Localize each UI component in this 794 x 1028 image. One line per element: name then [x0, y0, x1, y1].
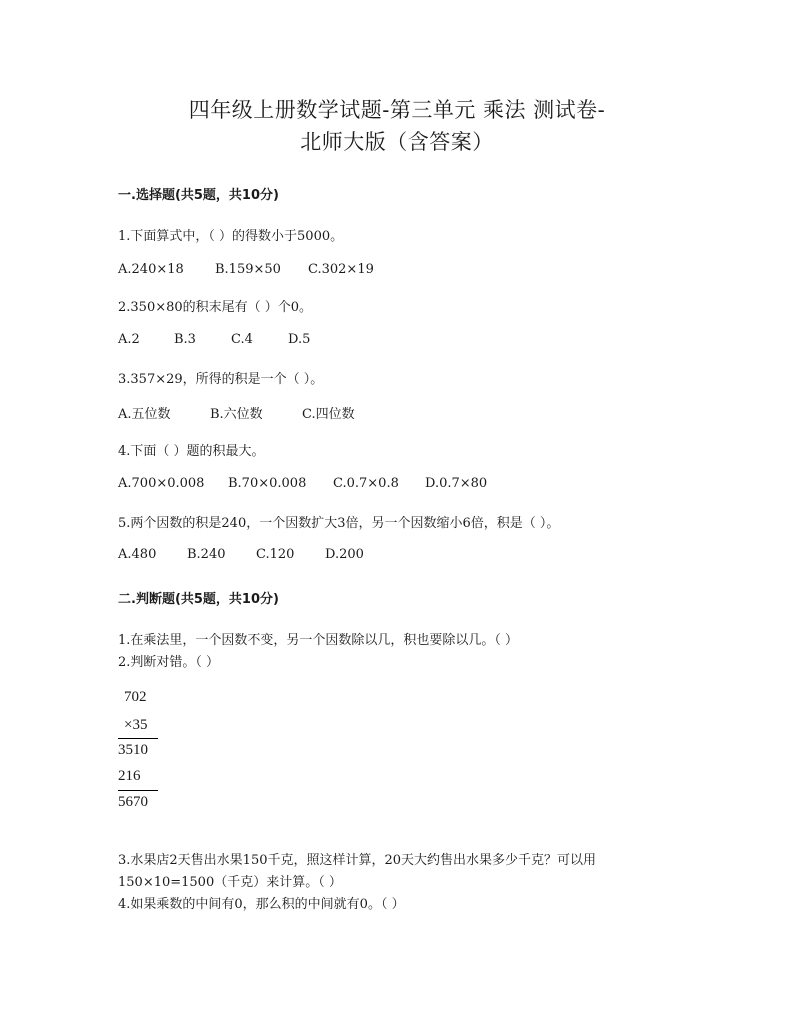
option-a: A.2 [118, 332, 140, 347]
question-5-options [118, 547, 364, 562]
option-d: D.200 [325, 547, 364, 562]
option-b: B.70×0.008 [228, 476, 307, 491]
judgement-4: 4.如果乘数的中间有0，那么积的中间就有0。（ ） [118, 897, 405, 912]
judgement-1: 1.在乘法里，一个因数不变，另一个因数除以几，积也要除以几。（ ） [118, 633, 519, 648]
question-5: 5.两个因数的积是240，一个因数扩大3倍，另一个因数缩小6倍，积是（ ）。 [118, 516, 560, 531]
option-d: D.0.7×80 [425, 476, 488, 491]
option-c: C.302×19 [308, 262, 374, 277]
vertical-multiplication [118, 686, 178, 826]
section-heading-choice: 一.选择题(共5题，共10分) [118, 188, 279, 203]
exam-title-line2: 北师大版（含答案） [300, 130, 494, 154]
question-4: 4.下面（ ）题的积最大。 [118, 444, 265, 459]
question-3-options [118, 403, 355, 422]
partial-product-2: 216 [118, 768, 141, 784]
question-2: 2.350×80的积末尾有（ ）个0。 [118, 300, 313, 315]
question-2-options [118, 332, 310, 347]
option-b: B.3 [174, 332, 196, 347]
final-product: 5670 [118, 794, 148, 810]
judgement-2: 2.判断对错。（ ） [118, 655, 220, 670]
option-c: C.4 [231, 332, 253, 347]
multiplier: ×35 [124, 717, 148, 733]
question-1: 1.下面算式中，（ ）的得数小于5000。 [118, 229, 344, 244]
option-b: B.240 [187, 547, 226, 562]
option-c: C.0.7×0.8 [333, 476, 399, 491]
option-a: A.480 [118, 547, 157, 562]
judgement-3-line1: 3.水果店2天售出水果150千克，照这样计算，20天大约售出水果多少千克？可以用 [118, 853, 597, 868]
option-c: C.四位数 [302, 407, 355, 422]
option-d: D.5 [288, 332, 311, 347]
section-heading-judgement: 二.判断题(共5题，共10分) [118, 592, 279, 607]
option-b: B.159×50 [215, 262, 281, 277]
question-3: 3.357×29，所得的积是一个（ ）。 [118, 372, 324, 387]
option-a: A.700×0.008 [118, 476, 205, 491]
judgement-3-line2: 150×10=1500（千克）来计算。（ ） [118, 875, 342, 890]
product-rule-1 [118, 738, 158, 739]
option-a: A.240×18 [118, 262, 184, 277]
option-c: C.120 [256, 547, 295, 562]
option-a: A.五位数 [118, 407, 171, 422]
multiplicand: 702 [124, 689, 147, 705]
exam-title-line1: 四年级上册数学试题-第三单元 乘法 测试卷- [188, 98, 606, 122]
product-rule-2 [118, 790, 158, 791]
partial-product-1: 3510 [118, 742, 148, 758]
question-4-options [118, 476, 487, 491]
question-1-options [118, 262, 374, 277]
option-b: B.六位数 [210, 407, 263, 422]
